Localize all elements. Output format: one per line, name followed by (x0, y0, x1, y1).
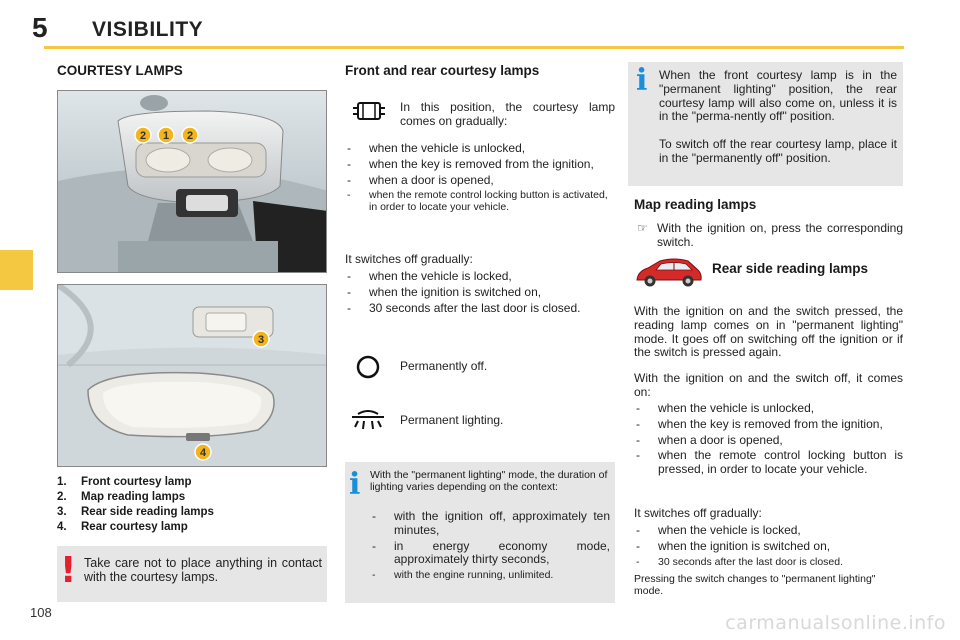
list-item: - when the ignition is switched on, (345, 286, 615, 300)
list-item: - when a door is opened, (634, 434, 903, 448)
watermark: carmanualsonline.info (725, 612, 946, 634)
map-reading-text: With the ignition on, press the corresponding switch. (657, 221, 903, 249)
pointing-hand-icon: ☞ (637, 221, 648, 235)
legend-item: 1. Front courtesy lamp (57, 476, 192, 488)
legend-item: 2. Map reading lamps (57, 491, 186, 503)
photo-marker-label: 2 (186, 130, 194, 142)
final-note: Pressing the switch changes to "permanent lighting" mode. (634, 573, 876, 598)
list-item: - when the vehicle is locked, (634, 524, 903, 538)
list-item: - when the vehicle is unlocked, (634, 402, 903, 416)
list-item: - in energy economy mode, approximately thirty seconds, (370, 540, 610, 568)
off-intro: It switches off gradually: (345, 252, 473, 266)
chapter-number: 5 (32, 12, 48, 43)
lamp-legend (57, 476, 214, 536)
front-lamp-photo (57, 90, 327, 273)
car-side-icon (634, 256, 704, 290)
courtesy-lamps-title: COURTESY LAMPS (57, 63, 183, 78)
info-icon: i (636, 63, 648, 98)
list-item: - with the engine running, unlimited. (370, 569, 610, 581)
list-item: - when the remote control locking button is pressed, in order to locate your vehicle. (634, 449, 903, 477)
front-lamp-illustration (58, 91, 327, 273)
legend-item: 4. Rear courtesy lamp (57, 521, 188, 533)
gradual-text: In this position, the courtesy lamp comes on gradually: (400, 100, 615, 128)
photo-marker-label: 3 (257, 334, 265, 346)
rear-side-text-2: With the ignition on and the switch off, it comes on: (634, 371, 903, 399)
rear-lamp-illustration (58, 285, 327, 467)
info-text-2: To switch off the rear courtesy lamp, place it in the "permanently off" position. (659, 137, 897, 165)
rear-off-conditions-list (634, 524, 903, 570)
info-duration-list (370, 510, 610, 583)
info-intro: With the "permanent lighting" mode, the duration of lighting varies depending on the context: (370, 469, 608, 494)
photo-marker-label: 1 (162, 130, 170, 142)
permanent-lighting-text: Permanent lighting. (400, 413, 504, 427)
list-item: - when the vehicle is unlocked, (345, 142, 615, 156)
rear-side-text-1: With the ignition on and the switch pressed, the reading lamp comes on in "permanent lighting" mode. It goes off on switching off the ignition or if the switch is pressed again. (634, 304, 903, 360)
photo1-markers (135, 127, 198, 143)
warning-text: Take care not to place anything in contact with the courtesy lamps. (84, 556, 322, 585)
list-item: - when the remote control locking button is activated, in order to locate your vehicle. (345, 189, 615, 213)
list-item: - 30 seconds after the last door is closed. (345, 302, 615, 316)
info-text-1: When the front courtesy lamp is in the "permanent lighting" position, the rear courtesy lamp will also come on, unless it is in the "perma-nently off" position. (659, 68, 897, 124)
permanently-off-text: Permanently off. (400, 359, 488, 373)
photo-marker-label: 4 (199, 447, 207, 459)
chapter-title: VISIBILITY (92, 18, 204, 41)
off-mode-icon (355, 354, 381, 380)
list-item: - 30 seconds after the last door is closed. (634, 556, 903, 568)
front-rear-lamps-title: Front and rear courtesy lamps (345, 63, 540, 78)
header-divider (44, 46, 904, 49)
list-item: - when a door is opened, (345, 174, 615, 188)
chapter-side-tab (0, 250, 33, 290)
list-item: - when the key is removed from the ignition, (345, 158, 615, 172)
list-item: - when the ignition is switched on, (634, 540, 903, 554)
permanent-lighting-icon (350, 408, 386, 432)
map-reading-title: Map reading lamps (634, 197, 757, 212)
info-icon: i (349, 467, 361, 502)
rear-side-reading-title: Rear side reading lamps (712, 261, 869, 276)
rear-off-intro: It switches off gradually: (634, 506, 762, 520)
list-item: - when the key is removed from the ignition, (634, 418, 903, 432)
on-conditions-list (345, 142, 615, 216)
off-conditions-list (345, 270, 615, 317)
photo-marker-label: 2 (139, 130, 147, 142)
list-item: - with the ignition off, approximately ten minutes, (370, 510, 610, 538)
rear-lamp-photo (57, 284, 327, 467)
page-number: 108 (30, 605, 52, 620)
door-mode-icon (352, 100, 386, 122)
warning-icon: ! (60, 550, 77, 591)
legend-item: 3. Rear side reading lamps (57, 506, 214, 518)
list-item: - when the vehicle is locked, (345, 270, 615, 284)
rear-on-conditions-list (634, 402, 903, 479)
